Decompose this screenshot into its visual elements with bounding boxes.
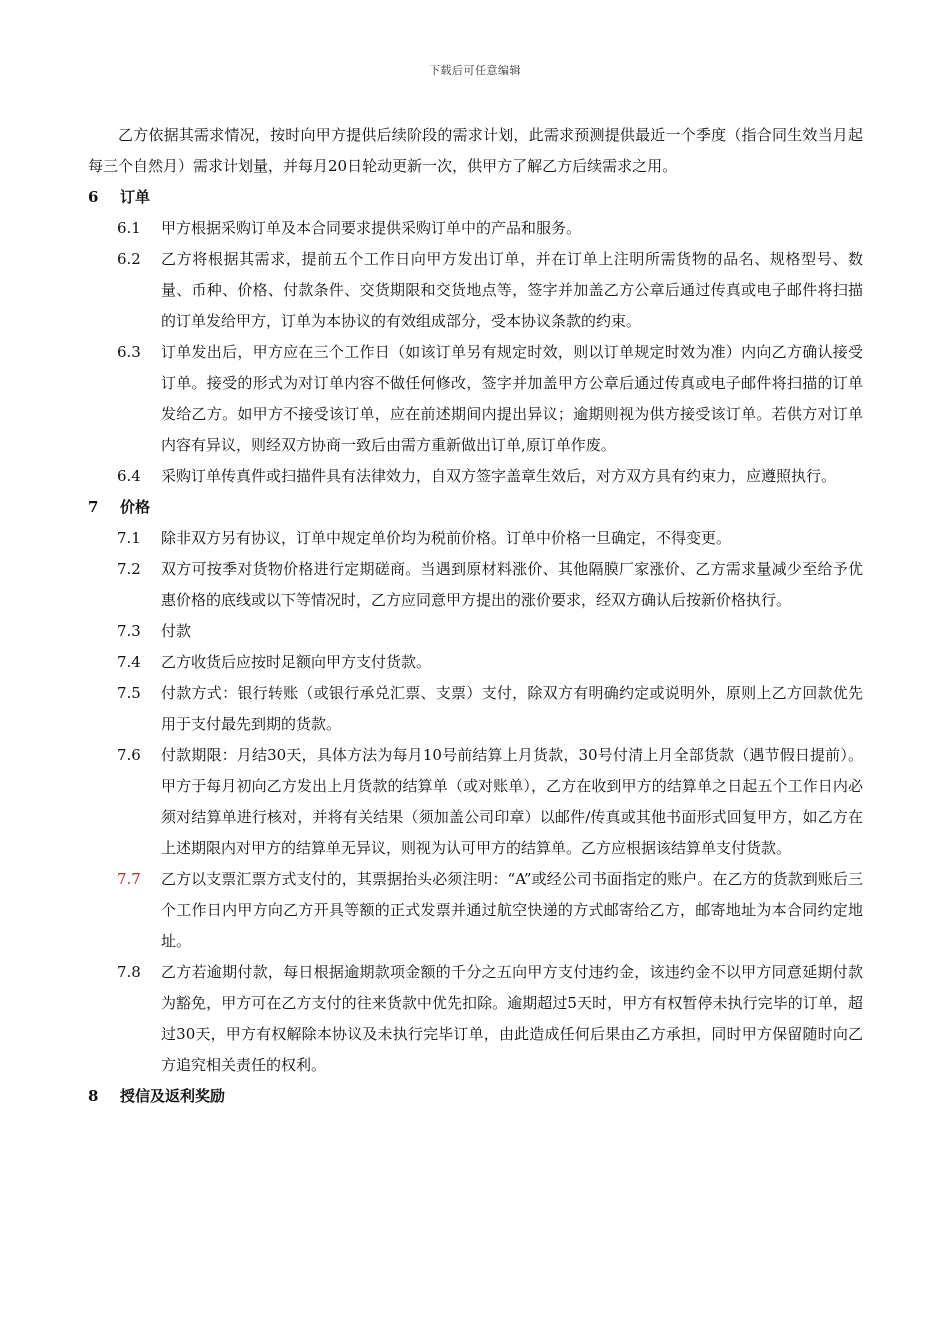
clause-number: 6.2 bbox=[117, 250, 141, 268]
clause-7-5 bbox=[88, 678, 863, 740]
clause-number: 6.3 bbox=[117, 343, 141, 361]
clause-number: 6.4 bbox=[117, 467, 141, 485]
clause-7-1 bbox=[88, 523, 863, 554]
clause-7-7 bbox=[88, 864, 863, 957]
clause-number: 7.4 bbox=[117, 653, 141, 671]
clause-number: 7.6 bbox=[117, 746, 141, 764]
clause-number: 7.8 bbox=[117, 963, 141, 981]
clause-text: 乙方将根据其需求，提前五个工作日向甲方发出订单，并在订单上注明所需货物的品名、规格型号、数量、币种、价格、付款条件、交货期限和交货地点等，签字并加盖乙方公章后通过传真或电子邮件将扫描的订单发给甲方，订单为本协议的有效组成部分，受本协议条款的约束。 bbox=[161, 250, 863, 330]
section-title: 授信及返利奖励 bbox=[120, 1087, 226, 1105]
clause-text: 乙方若逾期付款，每日根据逾期款项金额的千分之五向甲方支付违约金，该违约金不以甲方同意延期付款为豁免，甲方可在乙方支付的往来货款中优先扣除。逾期超过5天时，甲方有权暂停未执行完毕的订单，超过30天，甲方有权解除本协议及未执行完毕订单，由此造成任何后果由乙方承担，同时甲方保留随时向乙方追究相关责任的权利。 bbox=[161, 963, 863, 1074]
section-number: 6 bbox=[88, 188, 99, 206]
clause-text: 双方可按季对货物价格进行定期磋商。当遇到原材料涨价、其他隔膜厂家涨价、乙方需求量减少至给予优惠价格的底线或以下等情况时，乙方应同意甲方提出的涨价要求，经双方确认后按新价格执行。 bbox=[161, 560, 863, 609]
clause-text: 乙方收货后应按时足额向甲方支付货款。 bbox=[161, 653, 432, 671]
clause-7-8 bbox=[88, 957, 863, 1081]
section-number: 8 bbox=[88, 1087, 99, 1105]
clause-7-3 bbox=[88, 616, 863, 647]
page-header: 下载后可任意编辑 bbox=[429, 64, 521, 77]
clause-number: 7.1 bbox=[117, 529, 141, 547]
section-heading-8 bbox=[88, 1081, 863, 1112]
clause-number: 7.3 bbox=[117, 622, 141, 640]
section-heading-6 bbox=[88, 182, 863, 213]
clause-7-2 bbox=[88, 554, 863, 616]
clause-text: 付款期限：月结30天，具体方法为每月10号前结算上月货款，30号付清上月全部货款（遇节假日提前）。甲方于每月初向乙方发出上月货款的结算单（或对账单），乙方在收到甲方的结算单之日起五个工作日内必须对结算单进行核对，并将有关结果（须加盖公司印章）以邮件/传真或其他书面形式回复甲方，如乙方在上述期限内对甲方的结算单无异议，则视为认可甲方的结算单。乙方应根据该结算单支付货款。 bbox=[161, 746, 863, 857]
clause-text: 甲方根据采购订单及本合同要求提供采购订单中的产品和服务。 bbox=[161, 219, 582, 237]
clause-6-1 bbox=[88, 213, 863, 244]
clause-number: 7.5 bbox=[117, 684, 141, 702]
clause-6-3 bbox=[88, 337, 863, 461]
clause-text: 除非双方另有协议，订单中规定单价均为税前价格。订单中价格一旦确定，不得变更。 bbox=[161, 529, 732, 547]
clause-number: 7.2 bbox=[117, 560, 141, 578]
clause-number-highlighted: 7.7 bbox=[117, 870, 141, 888]
section-number: 7 bbox=[88, 498, 99, 516]
intro-paragraph: 乙方依据其需求情况，按时向甲方提供后续阶段的需求计划，此需求预测提供最近一个季度（指合同生效当月起每三个自然月）需求计划量，并每月20日轮动更新一次，供甲方了解乙方后续需求之用。 bbox=[88, 126, 863, 175]
clause-6-2 bbox=[88, 244, 863, 337]
clause-text: 订单发出后，甲方应在三个工作日（如该订单另有规定时效，则以订单规定时效为准）内向乙方确认接受订单。接受的形式为对订单内容不做任何修改，签字并加盖甲方公章后通过传真或电子邮件将扫描的订单发给乙方。如甲方不接受该订单，应在前述期间内提出异议；逾期则视为供方接受该订单。若供方对订单内容有异议，则经双方协商一致后由需方重新做出订单,原订单作废。 bbox=[161, 343, 863, 454]
section-title: 价格 bbox=[120, 498, 151, 516]
clause-7-4 bbox=[88, 647, 863, 678]
clause-text: 付款 bbox=[161, 622, 192, 640]
clause-text: 乙方以支票汇票方式支付的，其票据抬头必须注明：“A”或经公司书面指定的账户。在乙方的货款到账后三个工作日内甲方向乙方开具等额的正式发票并通过航空快递的方式邮寄给乙方，邮寄地址为本合同约定地址。 bbox=[161, 870, 863, 950]
clause-text: 采购订单传真件或扫描件具有法律效力，自双方签字盖章生效后，对方双方具有约束力，应遵照执行。 bbox=[161, 467, 837, 485]
section-title: 订单 bbox=[120, 188, 151, 206]
document-body bbox=[88, 120, 863, 1112]
clause-text: 付款方式：银行转账（或银行承兑汇票、支票）支付，除双方有明确约定或说明外，原则上乙方回款优先用于支付最先到期的货款。 bbox=[161, 684, 863, 733]
clause-6-4 bbox=[88, 461, 863, 492]
section-heading-7 bbox=[88, 492, 863, 523]
clause-7-6 bbox=[88, 740, 863, 864]
clause-number: 6.1 bbox=[117, 219, 141, 237]
